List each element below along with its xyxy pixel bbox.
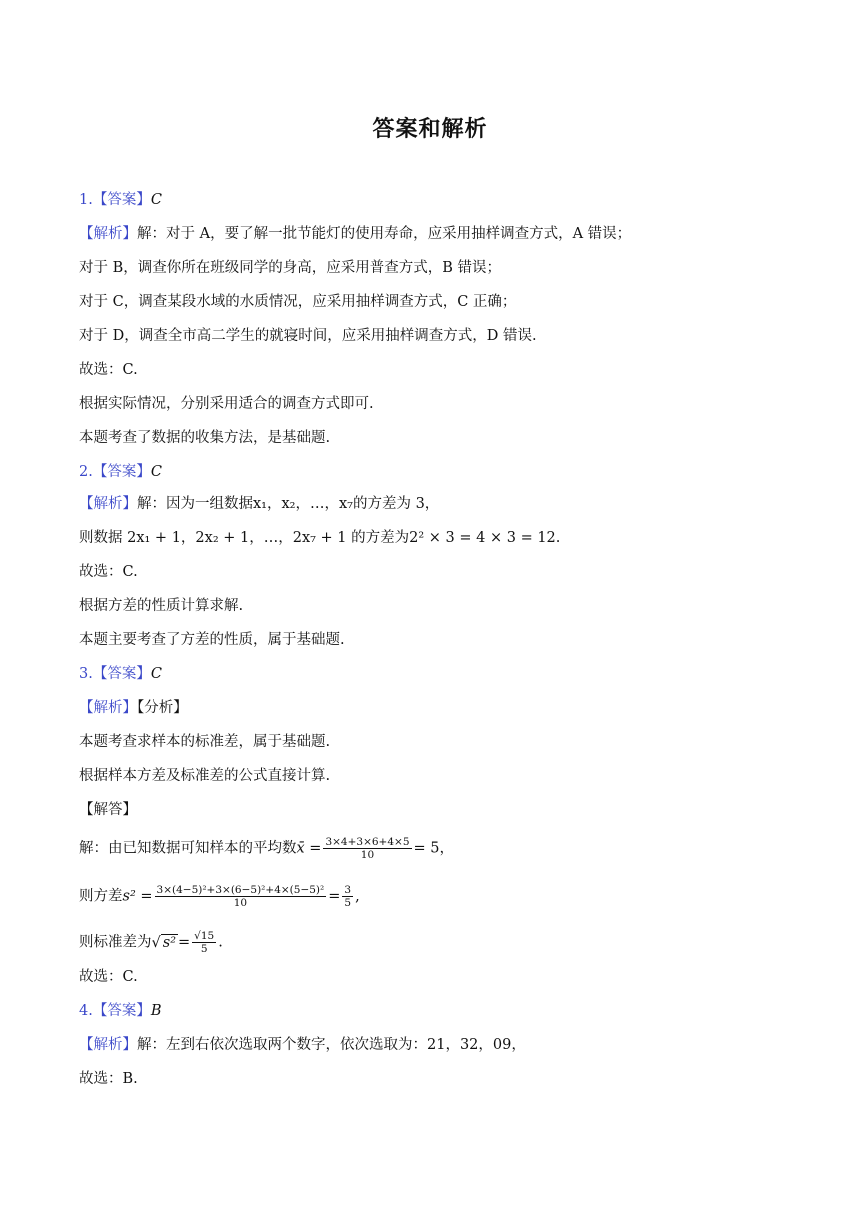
q2-answer-choice: C (150, 464, 162, 480)
q3-variance-formula (79, 884, 360, 909)
q1-answer-tag: 【答案】 (92, 192, 151, 208)
q3-analysis-sub-tag: 【分析】 (137, 700, 188, 716)
q4-answer-choice: B (150, 1003, 162, 1019)
q1-text-3: 对于 C，调查某段水域的水质情况，应采用抽样调查方式，C 正确； (79, 294, 517, 310)
q2-answer-heading (79, 462, 162, 482)
q3-mean-fraction (323, 836, 411, 861)
q3-mean-prefix: 解：由已知数据可知样本的平均数 (79, 840, 297, 857)
q4-analysis-tag: 【解析】 (79, 1037, 137, 1053)
q3-var-end: , (355, 888, 360, 905)
q3-var-prefix: 则方差 (79, 888, 123, 905)
page-title: 答案和解析 (372, 117, 488, 142)
q3-sd-sqrt: √ s² (151, 934, 177, 951)
q3-answer-choice: C (150, 666, 162, 682)
q2-answer-tag: 【答案】 (92, 464, 151, 480)
q4-text-1: 解：左到右依次选取两个数字，依次选取为：21，32，09， (137, 1037, 526, 1053)
q4-answer-tag: 【答案】 (92, 1003, 151, 1019)
q3-sd-radicand: s² (162, 934, 177, 951)
q2-text-3: 故选：C. (79, 564, 138, 580)
q3-var-result-denominator: 5 (344, 897, 352, 909)
q1-text-5: 故选：C. (79, 362, 138, 378)
q3-sd-prefix: 则标准差为 (79, 934, 152, 951)
q3-mean-numerator: 3×4+3×6+4×5 (325, 836, 410, 848)
q1-text-2: 对于 B，调查你所在班级同学的身高，应采用普查方式，B 错误； (79, 260, 502, 276)
q3-answer-tag: 【答案】 (92, 666, 151, 682)
q1-text-1: 解：对于 A，要了解一批节能灯的使用寿命，应采用抽样调查方式，A 错误； (137, 226, 632, 242)
q4-analysis-line-1 (79, 1035, 526, 1055)
q1-text-7: 本题考查了数据的收集方法，是基础题. (79, 430, 331, 446)
q2-analysis-line-1 (79, 494, 439, 514)
q1-text-4: 对于 D，调查全市高二学生的就寝时间，应采用抽样调查方式，D 错误. (79, 328, 537, 344)
q2-number: 2. (79, 464, 93, 480)
q3-var-denominator: 10 (233, 897, 248, 909)
q2-text-5: 本题主要考查了方差的性质，属于基础题. (79, 632, 345, 648)
q2-analysis-tag: 【解析】 (79, 496, 137, 512)
q3-var-eq: = (328, 888, 341, 905)
q2-text-1: 解：因为一组数据x₁，x₂，…，x₇的方差为 3， (137, 496, 440, 512)
q3-sd-end: . (218, 934, 223, 951)
q4-answer-heading (79, 1001, 162, 1021)
q3-text-1: 本题考查求样本的标准差，属于基础题. (79, 734, 331, 750)
q3-var-result-fraction (342, 884, 353, 909)
q3-mean-result: = 5， (413, 840, 454, 857)
q1-answer-choice: C (150, 192, 162, 208)
q1-text-6: 根据实际情况，分别采用适合的调查方式即可. (79, 396, 374, 412)
q3-text-2: 根据样本方差及标准差的公式直接计算. (79, 768, 331, 784)
q3-var-fraction (155, 884, 327, 909)
q3-analysis-line (79, 698, 188, 718)
q3-mean-formula (79, 836, 454, 861)
q1-answer-heading (79, 190, 162, 210)
q2-text-4: 根据方差的性质计算求解. (79, 598, 244, 614)
q3-sd-numerator: √15 (194, 930, 215, 942)
q3-var-sym: s² = (122, 888, 153, 905)
q3-var-numerator: 3×(4−5)²+3×(6−5)²+4×(5−5)² (156, 884, 325, 896)
q1-analysis-line-1 (79, 224, 631, 244)
q3-answer-heading (79, 664, 162, 684)
q3-sd-fraction (192, 930, 216, 955)
q3-sd-denominator: 5 (200, 943, 208, 955)
q4-number: 4. (79, 1003, 93, 1019)
q3-var-result-numerator: 3 (344, 884, 352, 896)
q3-sd-formula (79, 930, 223, 955)
q3-text-3: 故选：C. (79, 969, 138, 985)
q3-answer-sub-tag: 【解答】 (79, 802, 137, 818)
q3-number: 3. (79, 666, 93, 682)
q3-mean-denominator: 10 (360, 849, 375, 861)
q3-mean-var: x̄ = (296, 840, 322, 857)
q3-sd-eq: = (178, 934, 191, 951)
q2-text-2: 则数据 2x₁ + 1，2x₂ + 1，…，2x₇ + 1 的方差为2² × 3 = 4 × 3 = 12. (79, 530, 561, 546)
q1-analysis-tag: 【解析】 (79, 226, 137, 242)
q4-text-2: 故选：B. (79, 1071, 138, 1087)
q3-analysis-tag: 【解析】 (79, 700, 137, 716)
q1-number: 1. (79, 192, 93, 208)
